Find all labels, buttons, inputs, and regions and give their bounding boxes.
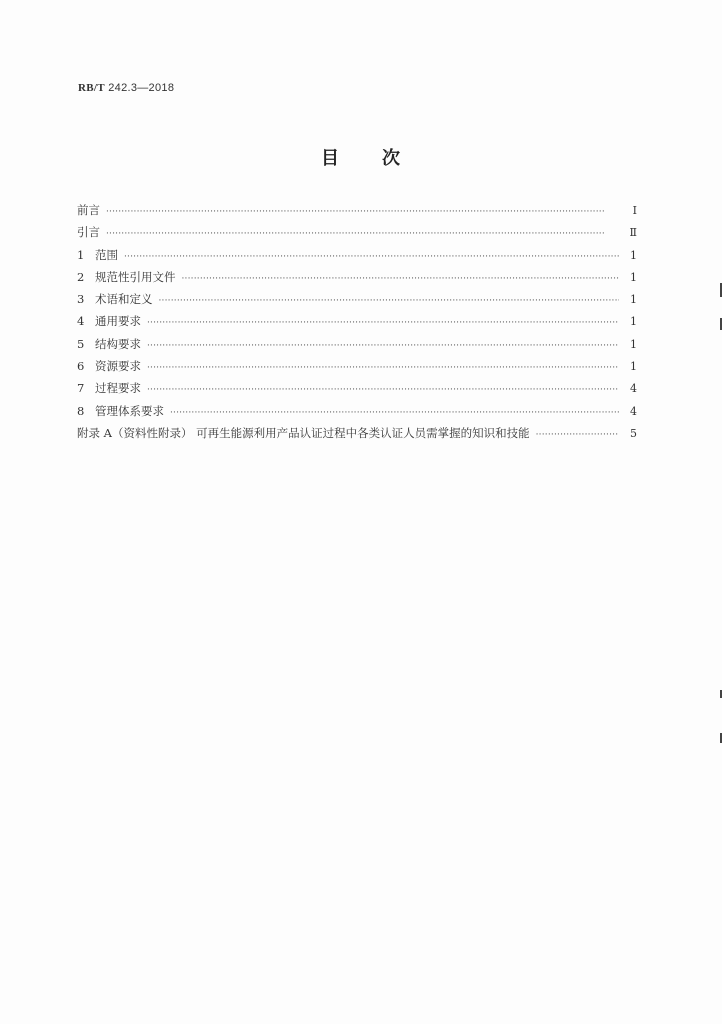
- standard-prefix: RB/T: [78, 82, 105, 94]
- toc-leader-dots: [159, 294, 620, 308]
- toc-entry-normative-references[interactable]: [77, 269, 637, 291]
- toc-leader-dots: [124, 250, 619, 264]
- toc-entry-resource-requirements[interactable]: [77, 358, 637, 380]
- toc-entry-number: 3: [77, 292, 85, 307]
- toc-page-number: 1: [630, 315, 637, 329]
- toc-leader-dots: [170, 406, 619, 420]
- toc-leader-dots: [147, 361, 619, 375]
- toc-entry-number: 8: [77, 403, 85, 418]
- toc-entry-number: 1: [77, 247, 85, 262]
- toc-leader-dots: [147, 383, 619, 397]
- toc-page-number: Ⅱ: [629, 226, 637, 240]
- title-char-1: 目: [321, 148, 340, 169]
- toc-entry-structural-requirements[interactable]: [77, 336, 637, 358]
- toc-entry-label: 资源要求: [95, 359, 141, 374]
- toc-leader-dots: [182, 272, 620, 286]
- toc-entry-label: 术语和定义: [95, 292, 153, 307]
- standard-code: 242.3—2018: [108, 82, 175, 94]
- toc-entry-number: 7: [77, 381, 85, 396]
- toc-page-number: 5: [630, 426, 637, 440]
- toc-page-number: 1: [630, 270, 637, 284]
- toc-entry-appendix-a[interactable]: [77, 425, 637, 447]
- toc-entry-management-system[interactable]: [77, 403, 637, 425]
- page-title: [0, 144, 722, 170]
- toc-entry-number: 6: [77, 359, 85, 374]
- toc-entry-terms-definitions[interactable]: [77, 291, 637, 313]
- title-char-2: 次: [382, 148, 401, 169]
- toc-entry-number: 2: [77, 269, 85, 284]
- toc-entry-number: 4: [77, 314, 85, 329]
- toc-page-number: 1: [630, 293, 637, 307]
- toc-page-number: 1: [630, 337, 637, 351]
- toc-leader-dots: [106, 227, 619, 241]
- toc-entry-introduction[interactable]: [77, 224, 637, 246]
- toc-entry-scope[interactable]: [77, 247, 637, 269]
- toc-page-number: 1: [630, 248, 637, 262]
- toc-page-number: 4: [630, 382, 637, 396]
- toc-entry-label: 范围: [95, 247, 118, 262]
- toc-entry-label: 过程要求: [95, 381, 141, 396]
- standard-number: [78, 82, 174, 94]
- toc-entry-label: 通用要求: [95, 314, 141, 329]
- toc-entry-label: 附录 A（资料性附录） 可再生能源利用产品认证过程中各类认证人员需掌握的知识和技能: [77, 425, 530, 440]
- toc-entry-foreword[interactable]: [77, 202, 637, 224]
- toc-leader-dots: [106, 205, 619, 219]
- table-of-contents: [77, 202, 637, 447]
- toc-entry-number: 5: [77, 336, 85, 351]
- toc-page-number: 1: [630, 360, 637, 374]
- toc-entry-general-requirements[interactable]: [77, 313, 637, 335]
- toc-entry-label: 结构要求: [95, 336, 141, 351]
- toc-entry-label: 引言: [77, 225, 100, 240]
- toc-page-number: 4: [630, 404, 637, 418]
- toc-entry-label: 前言: [77, 203, 100, 217]
- toc-entry-label: 管理体系要求: [95, 403, 164, 418]
- toc-entry-process-requirements[interactable]: [77, 380, 637, 402]
- toc-page-number: Ⅰ: [632, 204, 637, 217]
- toc-leader-dots: [536, 428, 619, 442]
- toc-entry-label: 规范性引用文件: [95, 269, 176, 284]
- toc-leader-dots: [147, 316, 619, 330]
- toc-leader-dots: [147, 339, 619, 353]
